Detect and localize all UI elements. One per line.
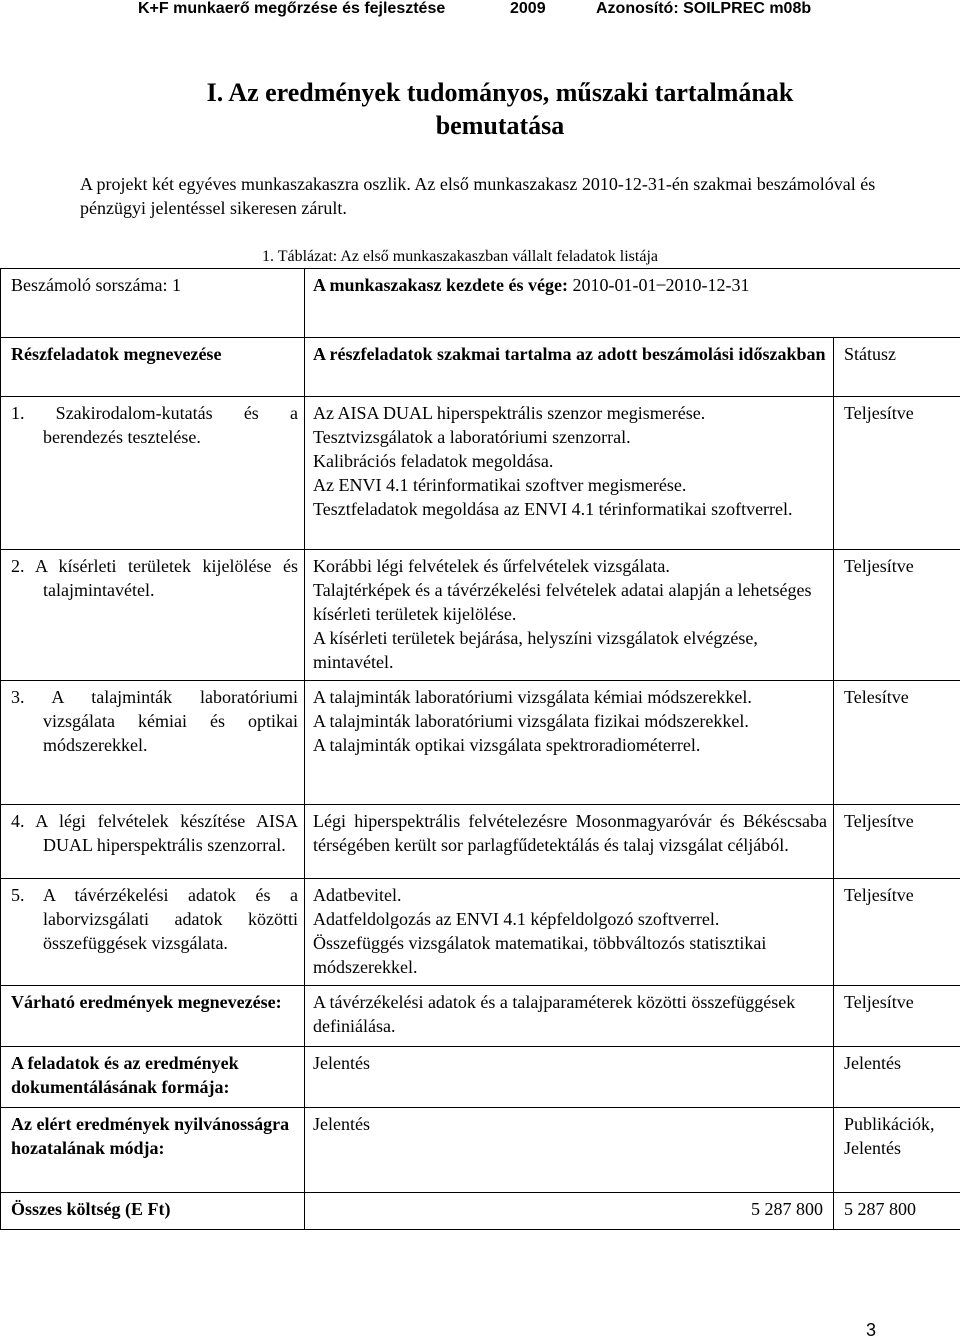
expected-results-row <box>1 986 960 1047</box>
documentation-row <box>1 1047 960 1108</box>
publication-value: Jelentés <box>305 1108 834 1193</box>
content-line: A talajminták laboratóriumi vizsgálata kémiai módszerekkel. <box>313 687 752 707</box>
task-content <box>305 879 834 986</box>
page-number: 3 <box>866 1320 877 1340</box>
content-line: Az AISA DUAL hiperspektrális szenzor megismerése. <box>313 403 706 423</box>
period-value: 2010-01-01 ̶ 2010-12-31 <box>572 275 750 295</box>
task-name <box>1 397 305 550</box>
task-status: Teljesítve <box>834 397 960 550</box>
content-line: Összefüggés vizsgálatok matematikai, többváltozós statisztikai módszerekkel. <box>313 933 767 977</box>
expected-results-value: A távérzékelési adatok és a talajparaméterek közötti összefüggések definiálása. <box>305 986 834 1047</box>
task-name <box>1 805 305 879</box>
content-line: Az ENVI 4.1 térinformatikai szoftver megismerése. <box>313 475 687 495</box>
task-content <box>305 805 834 879</box>
documentation-value: Jelentés <box>305 1047 834 1108</box>
task-table <box>0 268 960 1230</box>
content-line: Tesztfeladatok megoldása az ENVI 4.1 térinformatikai szoftverrel. <box>313 499 793 519</box>
documentation-status: Jelentés <box>834 1047 960 1108</box>
table-caption: 1. Táblázat: Az első munkaszakaszban vállalt feladatok listája <box>262 248 658 265</box>
content-line: A talajminták optikai vizsgálata spektroradiométerrel. <box>313 735 701 755</box>
table-header-row <box>1 338 960 397</box>
total-cost-actual: 5 287 800 <box>834 1193 960 1230</box>
header-project-title: K+F munkaerő megőrzése és fejlesztése <box>138 0 446 17</box>
report-row <box>1 269 960 338</box>
section-title <box>0 76 960 142</box>
documentation-label: A feladatok és az eredmények dokumentálásának formája: <box>1 1047 305 1108</box>
task-status: Telesítve <box>834 681 960 805</box>
header-identifier: Azonosító: SOILPREC m08b <box>596 0 812 17</box>
period-cell <box>305 269 960 338</box>
content-line: Korábbi légi felvételek és űrfelvételek vizsgálata. <box>313 556 670 576</box>
expected-results-label: Várható eredmények megnevezése: <box>1 986 305 1047</box>
publication-status: Publikációk, Jelentés <box>834 1108 960 1193</box>
task-content <box>305 681 834 805</box>
publication-row <box>1 1108 960 1193</box>
task-content <box>305 397 834 550</box>
task-name <box>1 879 305 986</box>
expected-results-status: Teljesítve <box>834 986 960 1047</box>
table-row <box>1 397 960 550</box>
total-cost-planned: 5 287 800 <box>305 1193 834 1230</box>
content-line: Tesztvizsgálatok a laboratóriumi szenzorral. <box>313 427 631 447</box>
task-content <box>305 550 834 681</box>
content-line: A talajminták laboratóriumi vizsgálata fizikai módszerekkel. <box>313 711 749 731</box>
task-status: Teljesítve <box>834 550 960 681</box>
task-name-text: 5. A távérzékelési adatok és a laborvizsgálati adatok közötti összefüggések vizsgálata. <box>11 885 298 953</box>
content-line: A kísérleti területek bejárása, helyszíni vizsgálatok elvégzése, mintavétel. <box>313 628 758 672</box>
task-status: Teljesítve <box>834 805 960 879</box>
header-year: 2009 <box>510 0 546 17</box>
task-name-text: 3. A talajminták laboratóriumi vizsgálata kémiai és optikai módszerekkel. <box>11 687 298 755</box>
content-line: Légi hiperspektrális felvételezésre Mosonmagyaróvár és Békéscsaba térségében került sor parlagfűdetektálás és talaj vizsgálat céljából. <box>313 811 827 855</box>
column-header-task: Részfeladatok megnevezése <box>1 338 305 397</box>
table-row <box>1 879 960 986</box>
content-line: Adatbevitel. <box>313 885 402 905</box>
task-name-text: 1. Szakirodalom-kutatás és a berendezés tesztelése. <box>11 403 298 447</box>
table-row <box>1 805 960 879</box>
section-title-line1: I. Az eredmények tudományos, műszaki tartalmának <box>206 78 794 107</box>
intro-paragraph: A projekt két egyéves munkaszakaszra oszlik. Az első munkaszakasz 2010-12-31-én szakmai beszámolóval és pénzügyi jelentéssel sikeresen zárult. <box>80 174 876 218</box>
period-label: A munkaszakasz kezdete és vége: <box>313 275 568 295</box>
task-name <box>1 681 305 805</box>
section-title-line2: bemutatása <box>435 111 565 140</box>
column-header-content: A részfeladatok szakmai tartalma az adott beszámolási időszakban <box>305 338 834 397</box>
task-name-text: 4. A légi felvételek készítése AISA DUAL hiperspektrális szenzorral. <box>11 811 298 855</box>
report-number: Beszámoló sorszáma: 1 <box>1 269 305 338</box>
content-line: Adatfeldolgozás az ENVI 4.1 képfeldolgozó szoftverrel. <box>313 909 720 929</box>
task-name-text: 2. A kísérleti területek kijelölése és talajmintavétel. <box>11 556 298 600</box>
task-name <box>1 550 305 681</box>
table-row <box>1 681 960 805</box>
column-header-status: Státusz <box>834 338 960 397</box>
page-header <box>0 0 960 20</box>
content-line: Kalibrációs feladatok megoldása. <box>313 451 554 471</box>
total-cost-row <box>1 1193 960 1230</box>
table-row <box>1 550 960 681</box>
task-status: Teljesítve <box>834 879 960 986</box>
publication-label: Az elért eredmények nyilvánosságra hozatalának módja: <box>1 1108 305 1193</box>
content-line: Talajtérképek és a távérzékelési felvételek adatai alapján a lehetséges kísérleti területek kijelölése. <box>313 580 812 624</box>
total-cost-label: Összes költség (E Ft) <box>1 1193 305 1230</box>
